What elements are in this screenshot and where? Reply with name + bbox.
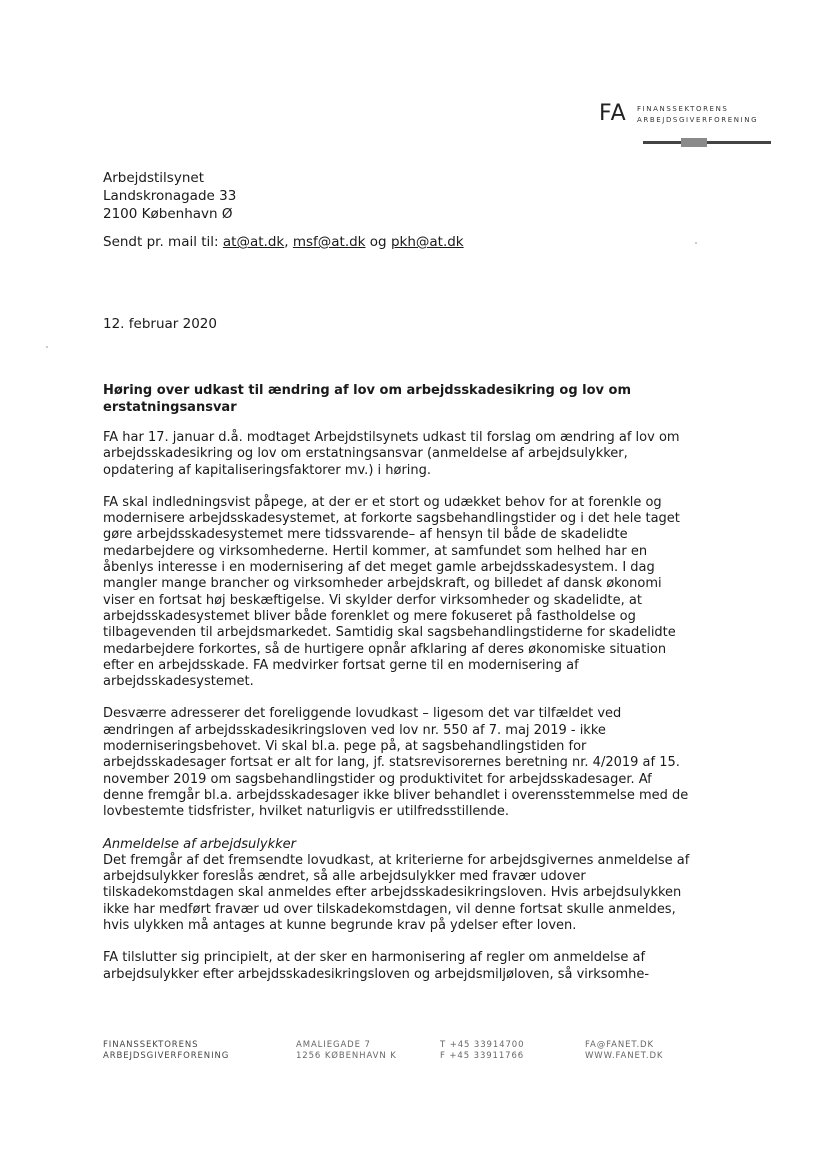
sent-prefix: Sendt pr. mail til: xyxy=(103,234,219,250)
scan-speck xyxy=(695,242,697,244)
footer-organization xyxy=(103,1040,229,1062)
footer-address-line2: 1256 KØBENHAVN K xyxy=(296,1051,397,1061)
body-paragraph-5: FA tilslutter sig principielt, at der sker en harmonisering af regler om anmeldelse af arbejdsulykker efter arbejdsskadesikringsloven og arbejdsmiljøloven, så virksomhe- xyxy=(103,950,650,982)
sent-by-mail-line xyxy=(103,234,464,250)
recipient-city: 2100 København Ø xyxy=(103,206,233,222)
body-paragraph-4: Det fremgår af det fremsendte lovudkast, at kriterierne for arbejdsgivernes anmeldelse af arbejdsulykker foreslås ændret, så alle arbejdsulykker med fravær udover tilskadekomstdagen skal anmeldes efter arbejdsskadesikringsloven. Hvis arbejdsulykken ikke har medført fravær ud over tilskadekomstdagen, vil denne fortsat skulle anmeldes, hvis ulykken må antages at kunne begrunde krav på ydelser efter loven. xyxy=(103,852,690,934)
logo-mark: FA xyxy=(599,101,627,126)
footer-email: FA@FANET.DK xyxy=(585,1040,654,1050)
footer-contact xyxy=(585,1040,663,1062)
letter-date: 12. februar 2020 xyxy=(103,316,217,332)
footer-phone: T +45 33914700 xyxy=(440,1040,525,1050)
logo-text-line2: ARBEJDSGIVERFORENING xyxy=(637,116,759,124)
body-paragraph-3: Desværre adresserer det foreliggende lovudkast – ligesom det var tilfældet ved ændringen af arbejdsskadesikringsloven ved lov nr. 550 af 7. maj 2019 - ikke moderniseringsbehovet. Vi skal bl.a. pege på, at sagsbehandlingstiden for arbejdsskadesager fortsat er alt for lang, jf. statsrevisorernes beretning nr. 4/2019 af 15. november 2019 om sagsbehandlingstider og produktivitet for arbejdsskadesager. Af denne fremgår bl.a. arbejdsskadesager ikke bliver behandlet i overensstemmelse med de lovbestemte tidsfrister, hvilket naturligvis er utilfredsstillende. xyxy=(103,706,689,820)
footer-org-line2: ARBEJDSGIVERFORENING xyxy=(103,1051,230,1061)
footer-address xyxy=(296,1040,397,1062)
body-paragraph-2: FA skal indledningsvist påpege, at der er et stort og udækket behov for at forenkle og modernisere arbejdsskadesystemet, at forkorte sagsbehandlingstider og i det hele taget gøre arbejdsskadesystemet mere tidssvarende– af hensyn til både de skadelidte medarbejdere og virksomhederne. Hertil kommer, at samfundet som helhed har en åbenlys interesse i en modernisering af det meget gamle arbejdsskadesystem. I dag mangler mange brancher og virksomheder arbejdskraft, og billedet af dansk økonomi viser en fortsat høj beskæftigelse. Vi skylder derfor virksomheder og skadelidte, at arbejdsskadesystemet bliver både forenklet og mere fokuseret på fastholdelse og tilbagevenden til arbejdsmarkedet. Samtidig skal sagsbehandlingstiderne for skadelidte medarbejdere forkortes, så de hurtigere opnår afklaring af deres økonomiske situation efter en arbejdsskade. FA medvirker fortsat gerne til en modernisering af arbejdsskadesystemet. xyxy=(103,494,680,690)
letter-body xyxy=(103,430,691,999)
recipient-address xyxy=(103,169,236,223)
section-heading: Anmeldelse af arbejdsulykker xyxy=(103,836,296,852)
email-link-msf[interactable]: msf@at.dk xyxy=(292,234,366,250)
email-link-pkh[interactable]: pkh@at.dk xyxy=(390,234,464,250)
fa-logo xyxy=(599,101,759,151)
email-link-at[interactable]: at@at.dk xyxy=(222,234,285,250)
logo-text-line1: FINANSSEKTORENS xyxy=(637,105,729,113)
recipient-street: Landskronagade 33 xyxy=(103,188,237,204)
logo-underline xyxy=(643,141,771,144)
email-separator: , xyxy=(284,234,289,250)
footer-org-line1: FINANSSEKTORENS xyxy=(103,1040,199,1050)
logo-underline-accent xyxy=(681,138,707,147)
letter-subject: Høring over udkast til ændring af lov om arbejdsskadesikring og lov om erstatningsansvar xyxy=(103,383,632,415)
scan-speck xyxy=(46,346,48,348)
footer-fax: F +45 33911766 xyxy=(440,1051,525,1061)
footer-phone-fax xyxy=(440,1040,524,1062)
footer-address-line1: AMALIEGADE 7 xyxy=(296,1040,371,1050)
recipient-name: Arbejdstilsynet xyxy=(103,170,204,186)
email-separator-og: og xyxy=(369,234,387,250)
body-paragraph-1: FA har 17. januar d.å. modtaget Arbejdstilsynets udkast til forslag om ændring af lov om arbejdsskadesikring og lov om erstatningsansvar (anmeldelse af arbejdsulykker, opdatering af kapitaliseringsfaktorer mv.) i høring. xyxy=(103,430,680,478)
footer-web: WWW.FANET.DK xyxy=(585,1051,664,1061)
